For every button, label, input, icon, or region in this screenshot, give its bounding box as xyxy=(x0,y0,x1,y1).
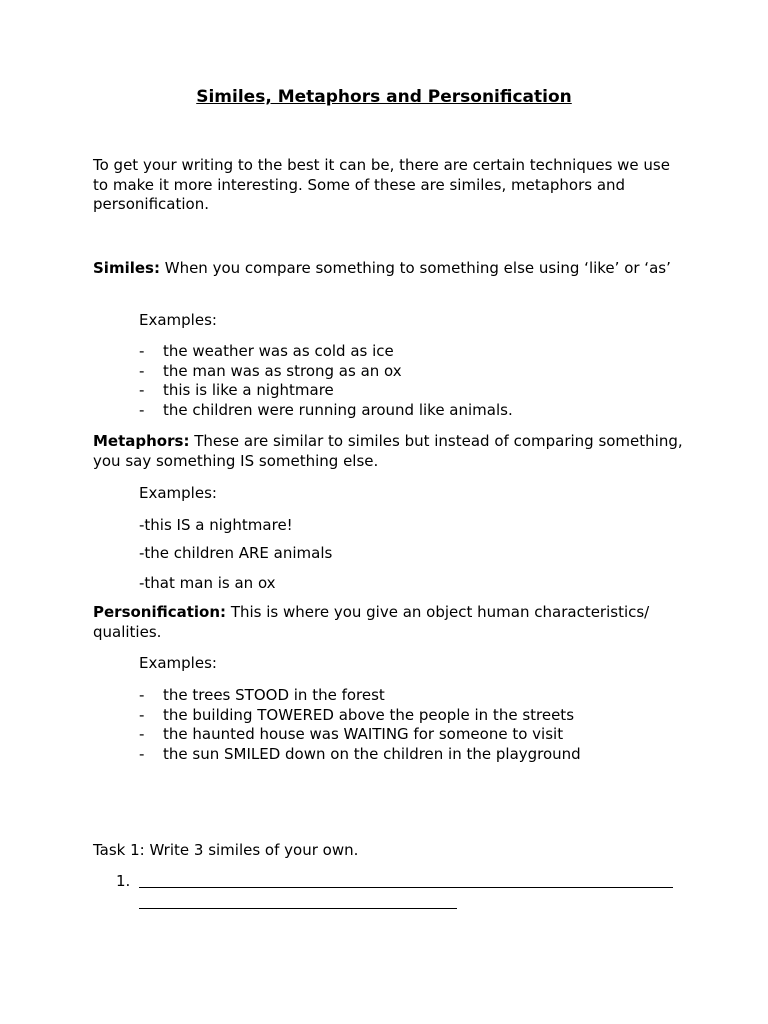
personification-definition-text: This is where you give an object human characteristics/ qualities. xyxy=(93,603,650,641)
list-item: - this is like a nightmare xyxy=(139,381,334,400)
list-item: - the trees STOOD in the forest xyxy=(139,686,385,704)
personification-definition xyxy=(93,603,683,642)
bullet-dash: - xyxy=(139,705,145,724)
similes-definition xyxy=(93,259,683,279)
list-item: - the building TOWERED above the people in the streets xyxy=(139,705,575,724)
bullet-dash: - xyxy=(139,361,145,380)
bullet-dash: - xyxy=(139,725,145,744)
metaphors-examples-label: Examples: xyxy=(139,484,217,502)
bullet-dash: - xyxy=(139,381,145,400)
task-1-instruction: Task 1: Write 3 similes of your own. xyxy=(93,841,359,859)
personification-examples-label: Examples: xyxy=(139,654,217,672)
similes-definition-text: When you compare something to something else using ‘like’ or ‘as’ xyxy=(159,259,671,277)
list-item: - the children were running around like animals. xyxy=(139,401,513,420)
similes-examples-label: Examples: xyxy=(139,311,217,329)
list-item: - the haunted house was WAITING for someone to visit xyxy=(139,725,564,744)
list-item: - the sun SMILED down on the children in the playground xyxy=(139,745,581,764)
bullet-dash: - xyxy=(139,745,145,764)
answer-line[interactable] xyxy=(139,908,457,909)
similes-examples-list xyxy=(139,342,513,421)
metaphor-example: -this IS a nightmare! xyxy=(139,516,293,534)
metaphor-example: -that man is an ox xyxy=(139,574,276,592)
bullet-dash: - xyxy=(139,686,145,704)
list-item: - the man was as strong as an ox xyxy=(139,361,402,380)
metaphors-term: Metaphors: xyxy=(93,432,190,450)
personification-term: Personification: xyxy=(93,603,227,621)
answer-line[interactable] xyxy=(139,887,673,888)
list-item: - the weather was as cold as ice xyxy=(139,342,394,360)
metaphors-definition-text: These are similar to similes but instead of comparing something, you say something IS something else. xyxy=(93,432,683,470)
metaphors-definition xyxy=(93,432,683,471)
metaphor-example: -the children ARE animals xyxy=(139,544,333,562)
intro-paragraph: To get your writing to the best it can be, there are certain techniques we use to make it more interesting. Some of these are similes, metaphors and personification. xyxy=(93,156,670,213)
bullet-dash: - xyxy=(139,401,145,420)
answer-item-number: 1. xyxy=(116,872,131,890)
personification-examples-list xyxy=(139,686,581,765)
bullet-dash: - xyxy=(139,342,145,360)
page-title: Similes, Metaphors and Personification xyxy=(196,87,572,107)
similes-term: Similes: xyxy=(93,259,160,277)
